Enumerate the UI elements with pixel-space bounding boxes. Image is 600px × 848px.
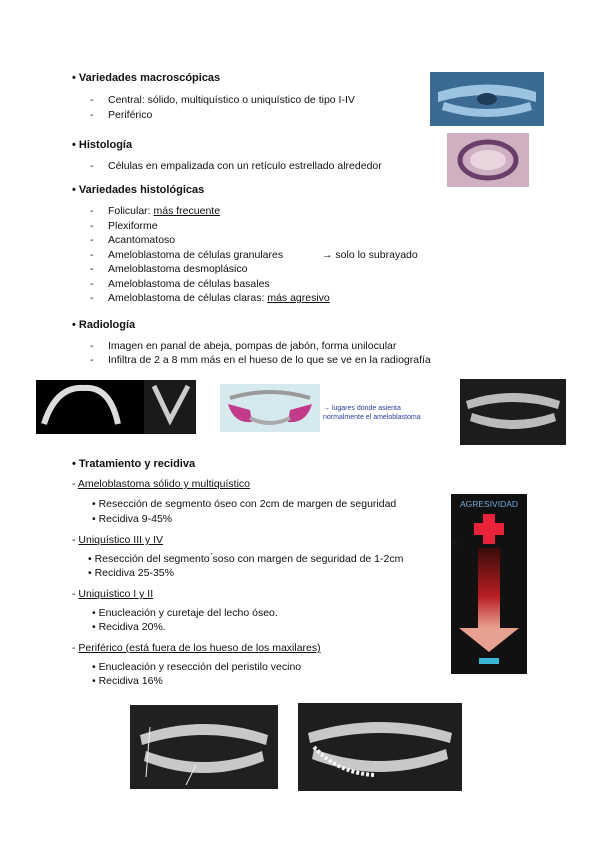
heading-histology: • Histología [72,139,133,151]
list-item-text: Recidiva 16% [98,675,163,687]
heading-treatment-text: Tratamiento y recidiva [78,458,196,470]
heading-histology-text: Histología [78,139,133,151]
heading-macro-text: Variedades macroscópicas [78,72,221,84]
treatment-group-head: Uniquístico III y IV [78,534,164,546]
ct-scan-image [36,380,196,434]
treatment-group-title: - Periférico (está fuera de los hueso de los maxilares) [72,642,321,654]
list-item: - Ameloblastoma de células basales [108,278,270,290]
treatment-group-title: - Uniquístico III y IV [72,534,164,546]
list-item-text: Folicular: [108,205,154,217]
treatment-group-title: - Uniquístico I y II [72,588,154,600]
aggressiveness-arrow [451,494,527,674]
treatment-group-head: Ameloblastoma sólido y multiquístico [77,478,251,490]
heading-macro: • Variedades macroscópicas [72,72,221,84]
underlined-text: más frecuente [153,205,221,217]
list-item: - Central: sólido, multiquístico o uniquístico de tipo I-IV [108,94,355,106]
list-item: - Células en empalizada con un retículo estrellado alrededor [108,160,382,172]
list-item-text: Recidiva 25-35% [94,567,174,579]
list-item-text: Recidiva 20%. [98,621,166,633]
list-item: - Plexiforme [108,220,158,232]
heading-radiology: • Radiología [72,319,136,331]
panoramic-xray-image [298,703,462,791]
list-item-text: Enucleación y curetaje del lecho óseo. [98,607,278,619]
heading-treatment: • Tratamiento y recidiva [72,458,196,470]
panoramic-xray-image [130,705,278,789]
heading-histological-variants-text: Variedades histológicas [78,184,205,196]
panoramic-xray-image [460,379,566,445]
treatment-group-head: Uniquístico I y II [78,588,154,600]
treatment-group-head: Periférico (está fuera de los hueso de los maxilares) [78,642,321,654]
treatment-group-title: - Ameloblastoma sólido y multiquístico [72,478,251,490]
list-item [108,292,330,304]
heading-histological-variants: • Variedades histológicas [72,184,205,196]
list-item-text: Ameloblastoma de células claras: [108,292,268,304]
underlined-text: más agresivo [267,292,330,304]
list-item: - Periférico [108,109,152,121]
diagram-caption: → lugares donde asienta normalmente el ameloblastoma [323,405,421,421]
list-item: • Recidiva 16% [92,675,163,687]
list-item: • Resección del segmento ́soso con margen de seguridad de 1-2cm [88,553,404,565]
histology-image [447,133,529,187]
heading-radiology-text: Radiología [78,319,136,331]
list-item-text: Resección del segmento ́soso con margen de seguridad de 1-2cm [94,553,404,565]
list-item: • Recidiva 20%. [92,621,166,633]
list-item: • Recidiva 9-45% [92,513,173,525]
list-item: • Resección de segmento óseo con 2cm de margen de seguridad [92,498,397,510]
aggressiveness-label: AGRESIVIDAD [459,499,519,509]
list-item: - Ameloblastoma de células granulares [108,249,283,261]
side-note: → solo lo subrayado [322,249,418,261]
list-item [108,205,220,217]
list-item: • Enucleación y resección del peristilo vecino [92,661,302,673]
list-item: • Enucleación y curetaje del lecho óseo. [92,607,278,619]
list-item: - Acantomatoso [108,234,175,246]
panoramic-xray-image [430,72,544,126]
list-item: - Imagen en panal de abeja, pompas de jabón, forma unilocular [108,340,396,352]
list-item-text: Recidiva 9-45% [98,513,173,525]
list-item-text: Enucleación y resección del peristilo vecino [98,661,302,673]
aggressiveness-graphic [451,494,527,674]
list-item: • Recidiva 25-35% [88,567,174,579]
list-item: - Ameloblastoma desmoplásico [108,263,247,275]
list-item-text: Resección de segmento óseo con 2cm de margen de seguridad [98,498,397,510]
stray-text: O₂ [451,539,460,546]
jaw-location-diagram [220,384,320,432]
list-item: - Infiltra de 2 a 8 mm más en el hueso de lo que se ve en la radiografía [108,354,431,366]
